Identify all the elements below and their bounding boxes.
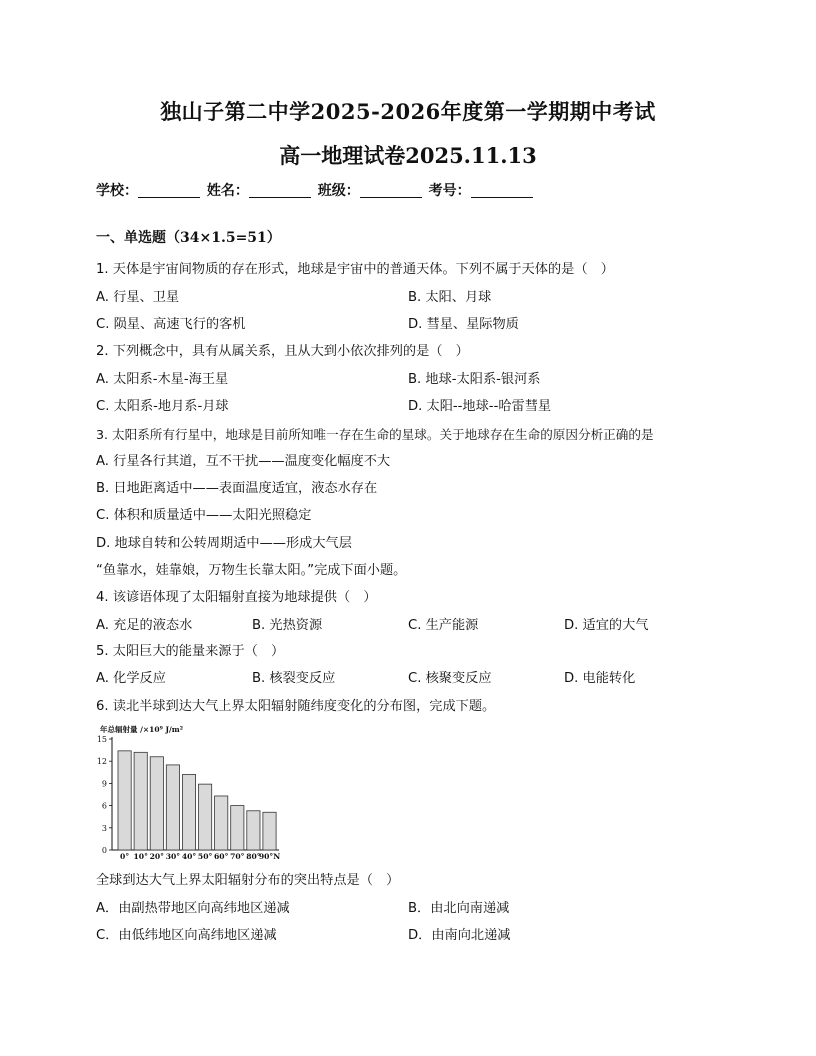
name-blank[interactable]: [249, 183, 311, 198]
chart-xtick-label: 30°: [165, 852, 181, 861]
question-3-option-c[interactable]: C. 体积和质量适中——太阳光照稳定: [96, 508, 312, 523]
chart-bar: [247, 811, 260, 850]
question-2-option-d[interactable]: D. 太阳--地球--哈雷彗星: [408, 399, 552, 414]
question-1-option-b[interactable]: B. 太阳、月球: [408, 290, 492, 305]
question-2-option-a[interactable]: A. 太阳系-木星-海王星: [96, 372, 229, 387]
exam-subtitle: 高一地理试卷2025.11.13: [279, 143, 537, 168]
chart-ylabel: 年总辐射量 /×10⁹ J/m²: [100, 725, 183, 734]
question-2-option-b[interactable]: B. 地球-太阳系-银河系: [408, 372, 541, 387]
question-4-stem: 4. 该谚语体现了太阳辐射直接为地球提供（ ）: [96, 590, 377, 605]
question-6-option-c[interactable]: C．由低纬地区向高纬地区递减: [96, 928, 277, 943]
school-blank[interactable]: [138, 183, 200, 198]
question-4-option-a[interactable]: A. 充足的液态水: [96, 618, 193, 633]
passage-intro: “鱼靠水，娃靠娘，万物生长靠太阳。”完成下面小题。: [96, 563, 407, 578]
chart-bar: [166, 765, 179, 850]
radiation-latitude-chart: [96, 723, 286, 865]
chart-xtick-label: 70°: [230, 852, 245, 861]
id-label: 考号：: [428, 183, 471, 199]
chart-ytick-label: 0: [101, 846, 107, 855]
student-info-row: [96, 180, 535, 200]
name-label: 姓名：: [206, 183, 249, 199]
question-3-option-b[interactable]: B. 日地距离适中——表面温度适宜，液态水存在: [96, 481, 378, 496]
question-5-option-b[interactable]: B. 核裂变反应: [252, 671, 336, 686]
question-3-stem: 3. 太阳系所有行星中，地球是目前所知唯一存在生命的星球。关于地球存在生命的原因分析正确的是: [96, 427, 654, 442]
chart-ytick-label: 12: [96, 757, 107, 767]
chart-xtick-label: 60°: [214, 852, 229, 861]
chart-xtick-label: 40°: [181, 852, 197, 861]
question-4-option-b[interactable]: B. 光热资源: [252, 618, 323, 633]
chart-bar: [263, 812, 276, 850]
question-5-stem: 5. 太阳巨大的能量来源于（ ）: [96, 644, 285, 659]
chart-bar: [231, 806, 244, 850]
question-1-option-c[interactable]: C. 陨星、高速飞行的客机: [96, 317, 246, 332]
school-label: 学校：: [96, 183, 138, 199]
chart-bar: [215, 796, 228, 850]
chart-bar: [182, 775, 195, 850]
chart-xtick-label: 90°N: [258, 852, 281, 861]
class-label: 班级：: [317, 183, 360, 199]
exam-title: 独山子第二中学2025-2026年度第一学期期中考试: [160, 99, 656, 124]
chart-xtick-label: 80°: [246, 852, 261, 861]
chart-xtick-label: 50°: [197, 852, 213, 861]
chart-ytick-label: 9: [101, 779, 107, 789]
question-1-stem: 1. 天体是宇宙间物质的存在形式，地球是宇宙中的普通天体。下列不属于天体的是（ ）: [96, 262, 614, 277]
chart-xtick-label: 10°: [133, 852, 148, 861]
chart-ytick-label: 15: [96, 735, 107, 744]
question-5-option-a[interactable]: A. 化学反应: [96, 671, 166, 686]
question-6-option-b[interactable]: B．由北向南递减: [408, 901, 510, 916]
question-6-option-a[interactable]: A．由副热带地区向高纬地区递减: [96, 901, 290, 916]
question-6-sub-stem: 全球到达大气上界太阳辐射分布的突出特点是（ ）: [96, 873, 400, 888]
chart-ytick-label: 3: [101, 823, 107, 833]
question-4-option-c[interactable]: C. 生产能源: [408, 618, 479, 633]
question-1-option-d[interactable]: D. 彗星、星际物质: [408, 317, 519, 332]
chart-bar: [134, 752, 147, 850]
chart-bar: [199, 784, 212, 850]
question-4-option-d[interactable]: D. 适宜的大气: [564, 618, 649, 633]
question-5-option-d[interactable]: D. 电能转化: [564, 671, 636, 686]
question-5-option-c[interactable]: C. 核聚变反应: [408, 671, 492, 686]
chart-xtick-label: 20°: [149, 852, 164, 861]
question-6-stem: 6. 读北半球到达大气上界太阳辐射随纬度变化的分布图，完成下题。: [96, 699, 496, 714]
question-1-option-a[interactable]: A. 行星、卫星: [96, 290, 180, 305]
question-3-option-a[interactable]: A. 行星各行其道，互不干扰——温度变化幅度不大: [96, 454, 391, 469]
question-3-option-d[interactable]: D. 地球自转和公转周期适中——形成大气层: [96, 536, 352, 551]
chart-xtick-label: 0°: [120, 852, 130, 861]
section-heading: 一、单选题（34×1.5=51）: [96, 230, 281, 246]
chart-bar: [150, 757, 163, 850]
chart-bar: [118, 751, 131, 850]
question-6-option-d[interactable]: D．由南向北递减: [408, 928, 511, 943]
question-2-option-c[interactable]: C. 太阳系-地月系-月球: [96, 399, 229, 414]
chart-ytick-label: 6: [101, 801, 107, 811]
class-blank[interactable]: [360, 183, 422, 198]
id-blank[interactable]: [471, 183, 533, 198]
question-2-stem: 2. 下列概念中，具有从属关系，且从大到小依次排列的是（ ）: [96, 344, 469, 359]
